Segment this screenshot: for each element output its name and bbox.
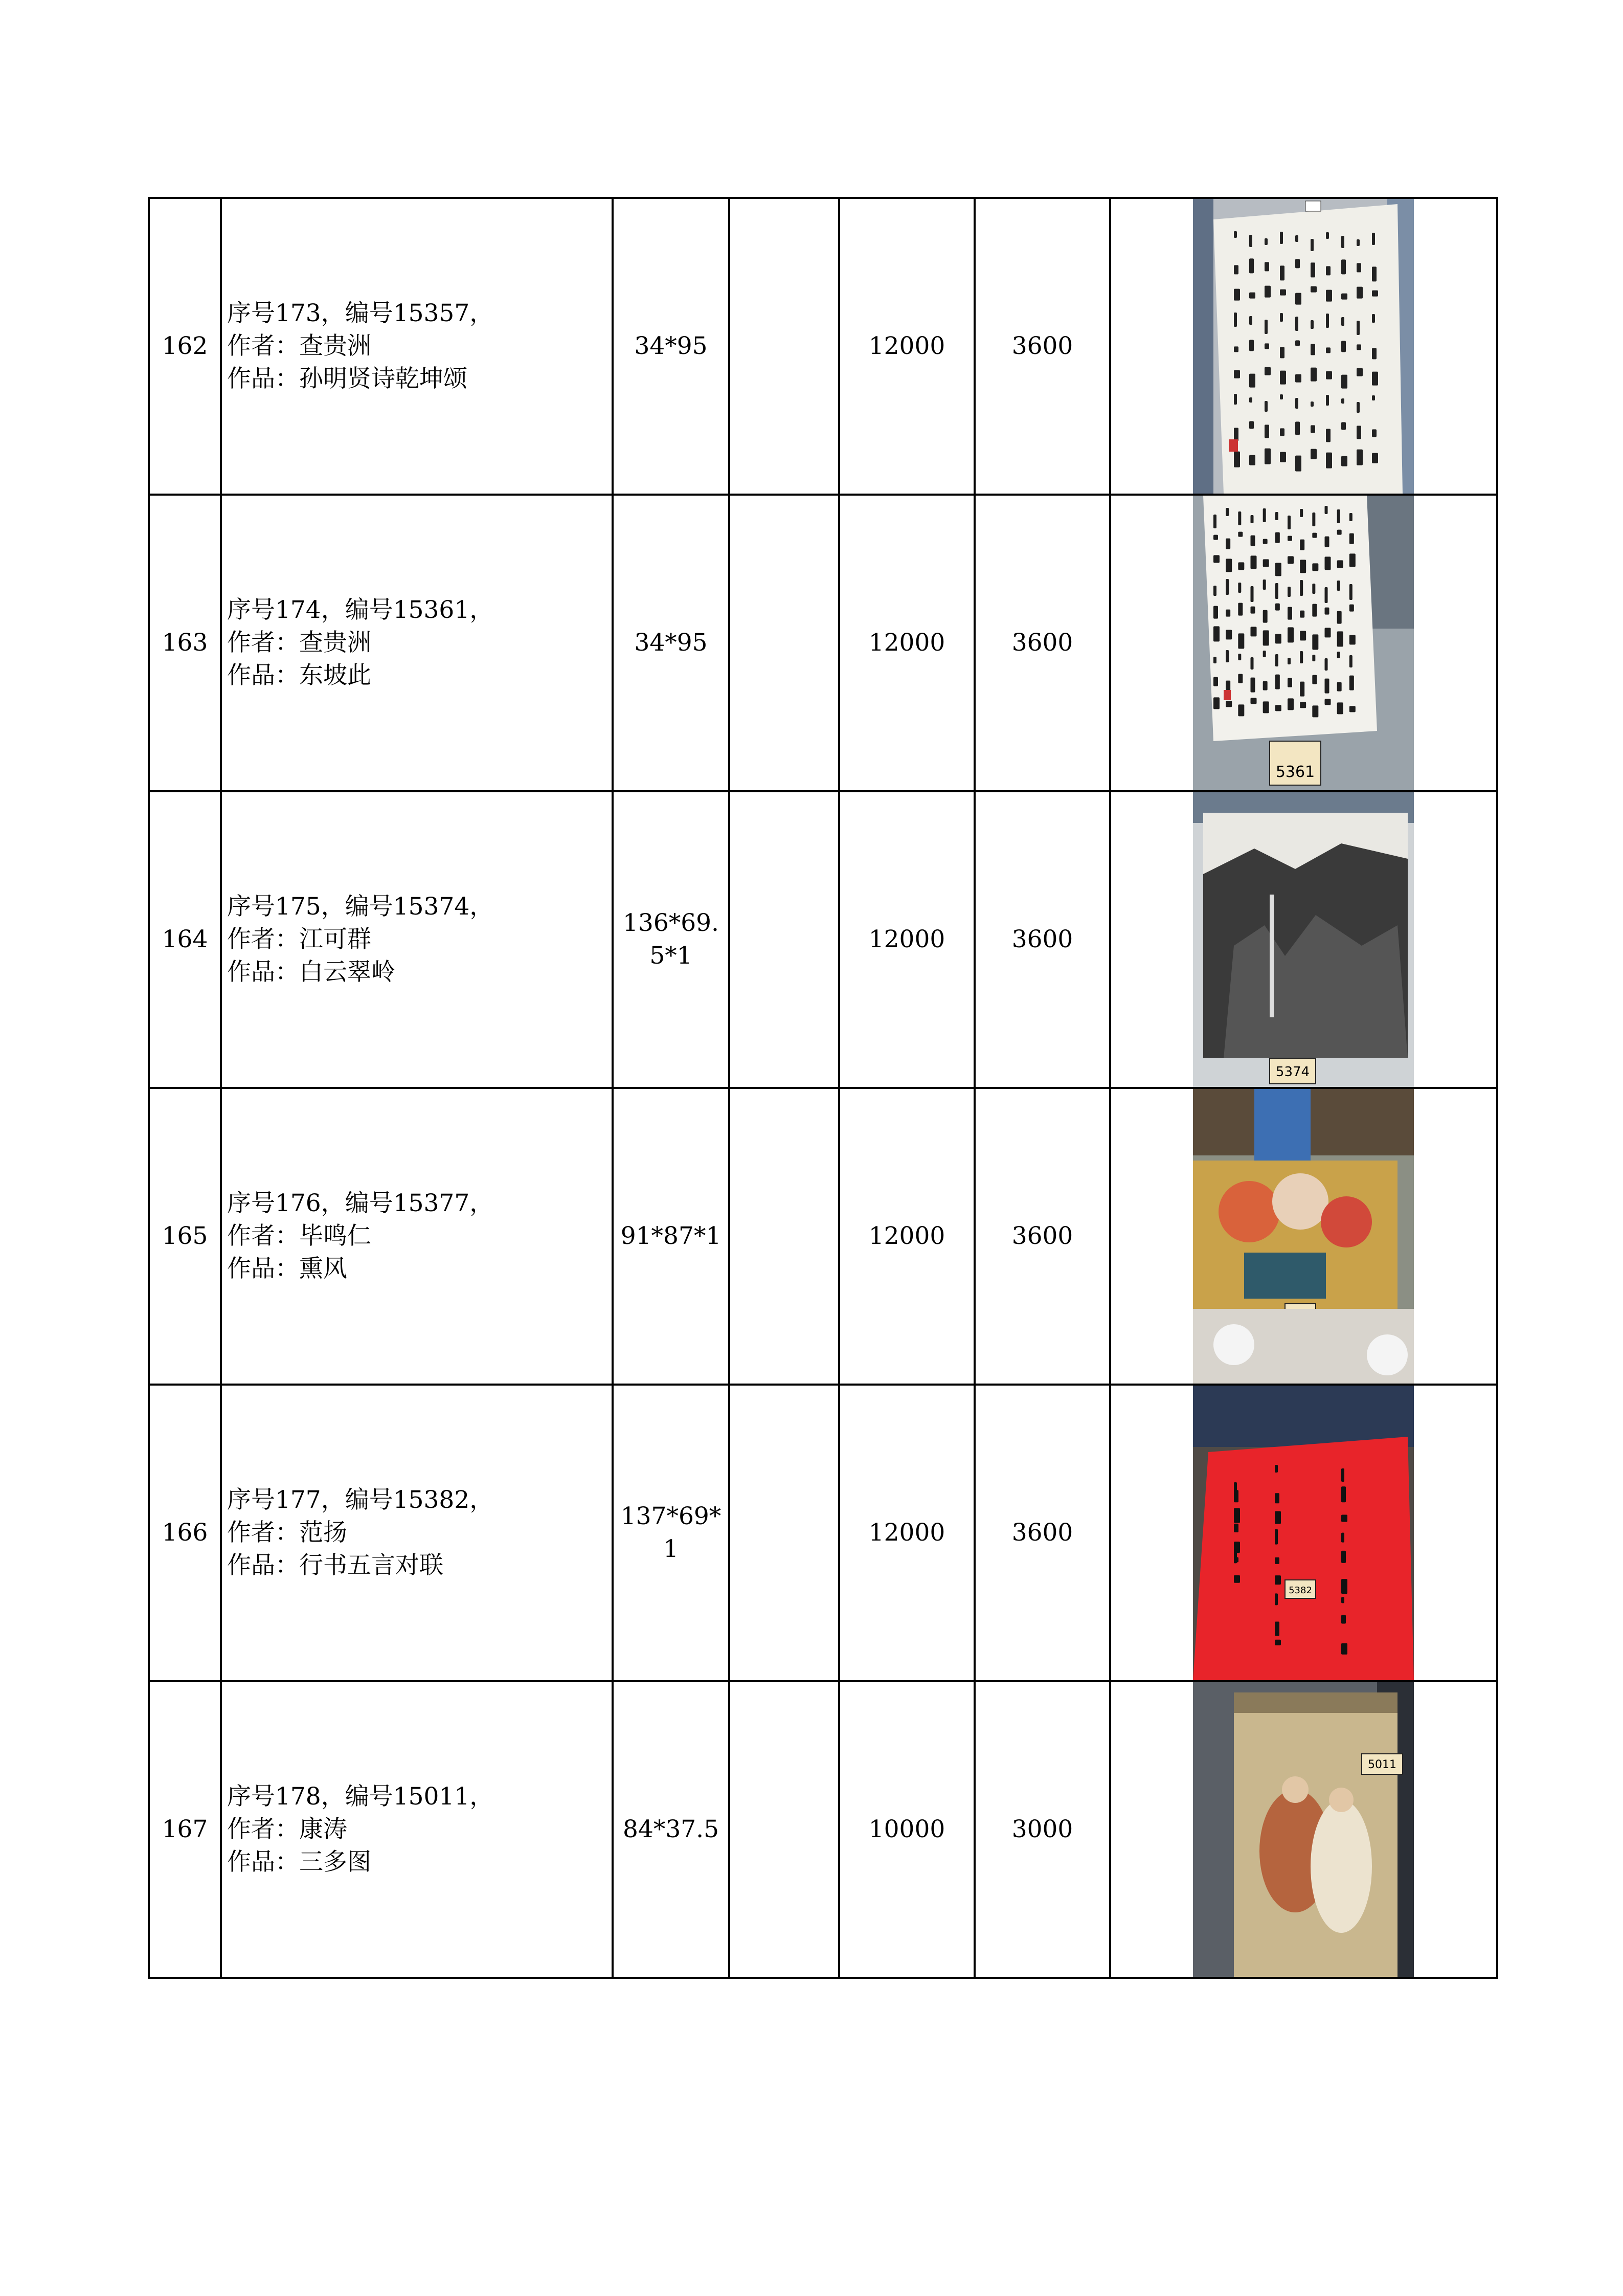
flower-painting-photo	[1193, 1089, 1414, 1384]
estimate-high-cell	[839, 1088, 975, 1385]
table-row	[149, 198, 1497, 495]
description-cell	[221, 1088, 613, 1385]
lot-number: 163	[162, 629, 208, 657]
estimate-low-cell	[975, 1088, 1110, 1385]
estimate-high-cell	[839, 1385, 975, 1681]
size-value: 34*95	[634, 332, 708, 360]
size-value: 91*87*1	[620, 1222, 722, 1250]
author-line: 作者：查贵洲	[227, 629, 371, 657]
title-line: 作品：熏风	[227, 1255, 347, 1283]
estimate-low-cell	[975, 1385, 1110, 1681]
author-line: 作者：毕鸣仁	[227, 1222, 371, 1250]
photo-cell	[1110, 1088, 1497, 1385]
author-line: 作者：查贵洲	[227, 332, 371, 360]
title-line: 作品：行书五言对联	[227, 1551, 443, 1579]
serial-line: 序号175，编号15374，	[227, 893, 494, 921]
serial-line: 序号174，编号15361，	[227, 596, 494, 624]
svg-text:5011: 5011	[1368, 1758, 1396, 1771]
lot-number-cell	[149, 1088, 221, 1385]
estimate-high: 12000	[868, 925, 945, 953]
description-cell	[221, 1681, 613, 1978]
red-couplet-photo	[1193, 1386, 1414, 1680]
serial-line: 序号176，编号15377，	[227, 1189, 494, 1217]
author-line: 作者：范扬	[227, 1519, 347, 1547]
photo-cell	[1110, 1681, 1497, 1978]
estimate-high: 12000	[868, 332, 945, 360]
estimate-low-cell	[975, 1681, 1110, 1978]
lot-number: 164	[162, 925, 208, 953]
estimate-low: 3600	[1011, 925, 1073, 953]
table-row	[149, 495, 1497, 791]
table-row	[149, 1385, 1497, 1681]
serial-line: 序号178，编号15011，	[227, 1782, 494, 1811]
size-value: 136*69.5*1	[623, 909, 719, 970]
size-cell	[613, 791, 729, 1088]
photo-cell	[1110, 791, 1497, 1088]
description-cell	[221, 495, 613, 791]
description-cell	[221, 198, 613, 495]
estimate-high-cell	[839, 495, 975, 791]
lot-number-cell	[149, 1385, 221, 1681]
author-line: 作者：江可群	[227, 925, 371, 953]
blank-cell	[729, 1088, 839, 1385]
blank-cell	[729, 1681, 839, 1978]
estimate-high: 12000	[868, 629, 945, 657]
estimate-high: 10000	[868, 1815, 945, 1843]
size-value: 84*37.5	[623, 1815, 719, 1843]
estimate-low: 3600	[1011, 1222, 1073, 1250]
catalog-table	[148, 197, 1498, 1979]
lot-number: 167	[162, 1815, 208, 1843]
estimate-high-cell	[839, 198, 975, 495]
table-row	[149, 791, 1497, 1088]
lot-number-cell	[149, 1681, 221, 1978]
table-row	[149, 1681, 1497, 1978]
svg-text:5361: 5361	[1275, 763, 1315, 781]
svg-text:5382: 5382	[1289, 1585, 1312, 1596]
author-line: 作者：康涛	[227, 1815, 347, 1843]
serial-line: 序号177，编号15382，	[227, 1486, 494, 1514]
estimate-low-cell	[975, 495, 1110, 791]
size-cell	[613, 1681, 729, 1978]
photo-cell	[1110, 495, 1497, 791]
lot-number-cell	[149, 495, 221, 791]
size-cell	[613, 198, 729, 495]
size-value: 34*95	[634, 629, 708, 657]
blank-cell	[729, 1385, 839, 1681]
size-cell	[613, 1088, 729, 1385]
figure-painting-photo	[1193, 1682, 1414, 1977]
svg-text:5374: 5374	[1275, 1064, 1310, 1080]
title-line: 作品：孙明贤诗乾坤颂	[227, 365, 467, 393]
description-cell	[221, 791, 613, 1088]
lot-number: 162	[162, 332, 208, 360]
photo-cell	[1110, 198, 1497, 495]
size-value: 137*69*1	[620, 1502, 722, 1563]
estimate-low: 3600	[1011, 629, 1073, 657]
serial-line: 序号173，编号15357，	[227, 299, 494, 327]
estimate-low-cell	[975, 198, 1110, 495]
landscape-painting-photo	[1193, 792, 1414, 1087]
estimate-high: 12000	[868, 1519, 945, 1547]
estimate-low: 3600	[1011, 332, 1073, 360]
blank-cell	[729, 495, 839, 791]
calligraphy-scroll-photo	[1193, 496, 1414, 790]
lot-number: 165	[162, 1222, 208, 1250]
photo-cell	[1110, 1385, 1497, 1681]
estimate-high: 12000	[868, 1222, 945, 1250]
estimate-low-cell	[975, 791, 1110, 1088]
lot-number-cell	[149, 198, 221, 495]
table-row	[149, 1088, 1497, 1385]
title-line: 作品：三多图	[227, 1848, 371, 1876]
description-cell	[221, 1385, 613, 1681]
size-cell	[613, 1385, 729, 1681]
lot-number-cell	[149, 791, 221, 1088]
title-line: 作品：东坡此	[227, 661, 371, 689]
estimate-low: 3600	[1011, 1519, 1073, 1547]
calligraphy-scroll-photo	[1193, 199, 1414, 494]
size-cell	[613, 495, 729, 791]
title-line: 作品：白云翠岭	[227, 958, 395, 986]
blank-cell	[729, 791, 839, 1088]
estimate-high-cell	[839, 1681, 975, 1978]
estimate-low: 3000	[1011, 1815, 1073, 1843]
estimate-high-cell	[839, 791, 975, 1088]
lot-number: 166	[162, 1519, 208, 1547]
blank-cell	[729, 198, 839, 495]
